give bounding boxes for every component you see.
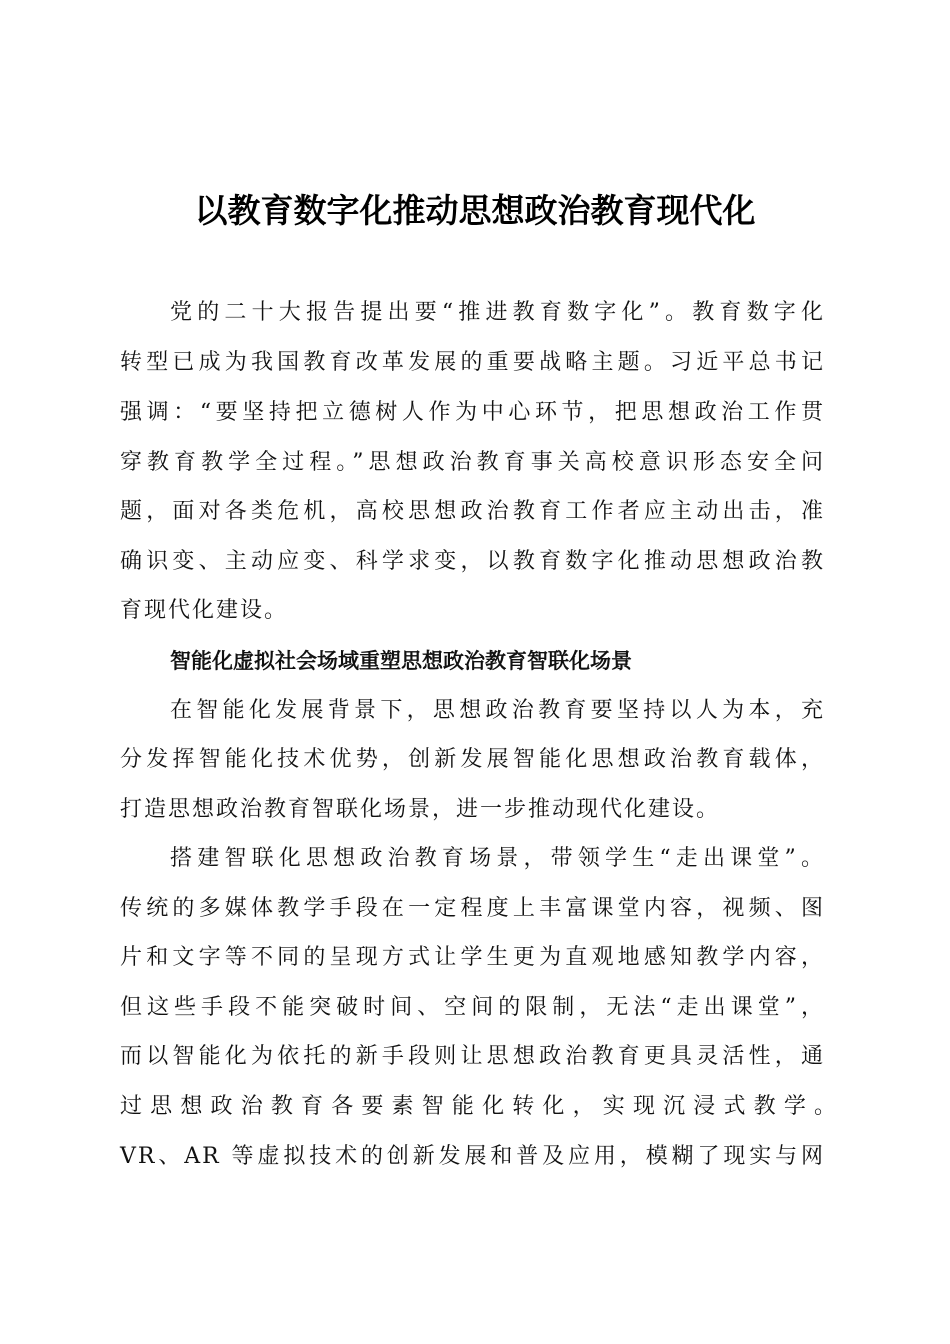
- paragraph-3-line-7: VR、AR 等虚拟技术的创新发展和普及应用，模糊了现实与网: [120, 1144, 825, 1169]
- paragraph-1-line-3: 强调：“要坚持把立德树人作为中心环节，把思想政治工作贯: [120, 400, 825, 425]
- paragraph-2-line-3: 打造思想政治教育智联化场景，进一步推动现代化建设。: [120, 797, 721, 822]
- paragraph-2-line-2: 分发挥智能化技术优势，创新发展智能化思想政治教育载体，: [120, 747, 825, 772]
- paragraph-1-line-7: 育现代化建设。: [120, 598, 289, 623]
- paragraph-3-line-5: 而以智能化为依托的新手段则让思想政治教育更具灵活性，通: [120, 1044, 825, 1069]
- section-subheading: 智能化虚拟社会场域重塑思想政治教育智联化场景: [170, 649, 632, 673]
- paragraph-1-line-2: 转型已成为我国教育改革发展的重要战略主题。习近平总书记: [120, 350, 825, 375]
- paragraph-3-line-4: 但这些手段不能突破时间、空间的限制，无法“走出课堂”，: [120, 995, 825, 1020]
- paragraph-3-line-2: 传统的多媒体教学手段在一定程度上丰富课堂内容，视频、图: [120, 896, 825, 921]
- paragraph-3-line-6: 过思想政治教育各要素智能化转化，实现沉浸式教学。: [120, 1094, 838, 1119]
- paragraph-1-line-4: 穿教育教学全过程。”思想政治教育事关高校意识形态安全问: [120, 450, 825, 475]
- paragraph-3-line-1: 搭建智联化思想政治教育场景，带领学生“走出课堂”。: [170, 846, 825, 871]
- paragraph-1-line-6: 确识变、主动应变、科学求变，以教育数字化推动思想政治教: [120, 549, 825, 574]
- document-title: 以教育数字化推动思想政治教育现代化: [194, 191, 756, 230]
- paragraph-3-line-3: 片和文字等不同的呈现方式让学生更为直观地感知教学内容，: [120, 945, 825, 970]
- paragraph-1-line-1: 党的二十大报告提出要“推进教育数字化”。教育数字化: [170, 300, 825, 325]
- paragraph-1-line-5: 题，面对各类危机，高校思想政治教育工作者应主动出击，准: [120, 499, 825, 524]
- paragraph-2-line-1: 在智能化发展背景下，思想政治教育要坚持以人为本，充: [170, 698, 825, 723]
